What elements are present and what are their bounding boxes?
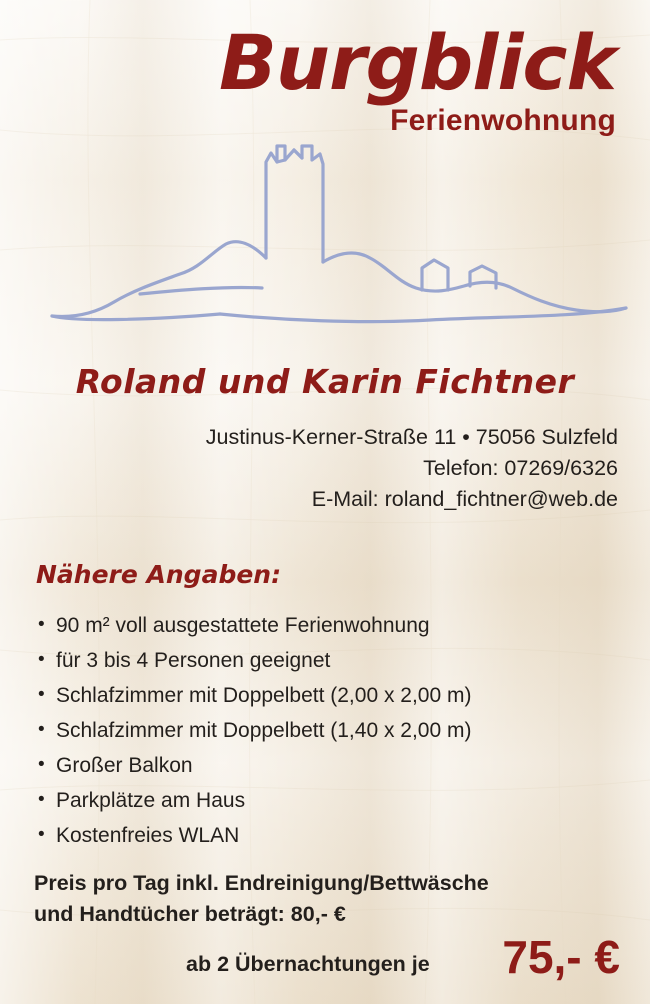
owner-names: Roland und Karin Fichtner (75, 362, 575, 401)
address-email: E-Mail: roland_fichtner@web.de (311, 487, 618, 511)
brand-title: Burgblick (218, 18, 616, 107)
list-item: • Parkplätze am Haus (38, 783, 628, 818)
discount-value: 75,- € (502, 931, 620, 983)
list-item: • Kostenfreies WLAN (38, 818, 628, 853)
list-item: • für 3 bis 4 Personen geeignet (38, 643, 628, 678)
address-street-city: Justinus-Kerner-Straße 11 • 75056 Sulzfeld (205, 425, 618, 449)
address-block (0, 422, 618, 515)
price-block (34, 868, 620, 996)
price-line-1: Preis pro Tag inkl. Endreinigung/Bettwäsche (34, 871, 489, 895)
brand-header (56, 18, 616, 138)
discount-row (34, 931, 620, 996)
address-phone: Telefon: 07269/6326 (423, 456, 618, 480)
brand-subtitle: Ferienwohnung (390, 104, 616, 138)
discount-label: ab 2 Übernachtungen je (186, 952, 430, 976)
list-item: • Großer Balkon (38, 748, 628, 783)
list-item: • 90 m² voll ausgestattete Ferienwohnung (38, 608, 628, 643)
castle-hill-sketch-icon (30, 140, 630, 340)
list-item: • Schlafzimmer mit Doppelbett (2,00 x 2,00 m) (38, 678, 628, 713)
price-line-2: und Handtücher beträgt: 80,- € (34, 902, 346, 926)
details-list (38, 608, 628, 853)
list-item: • Schlafzimmer mit Doppelbett (1,40 x 2,00 m) (38, 713, 628, 748)
details-heading: Nähere Angaben: (36, 560, 282, 589)
